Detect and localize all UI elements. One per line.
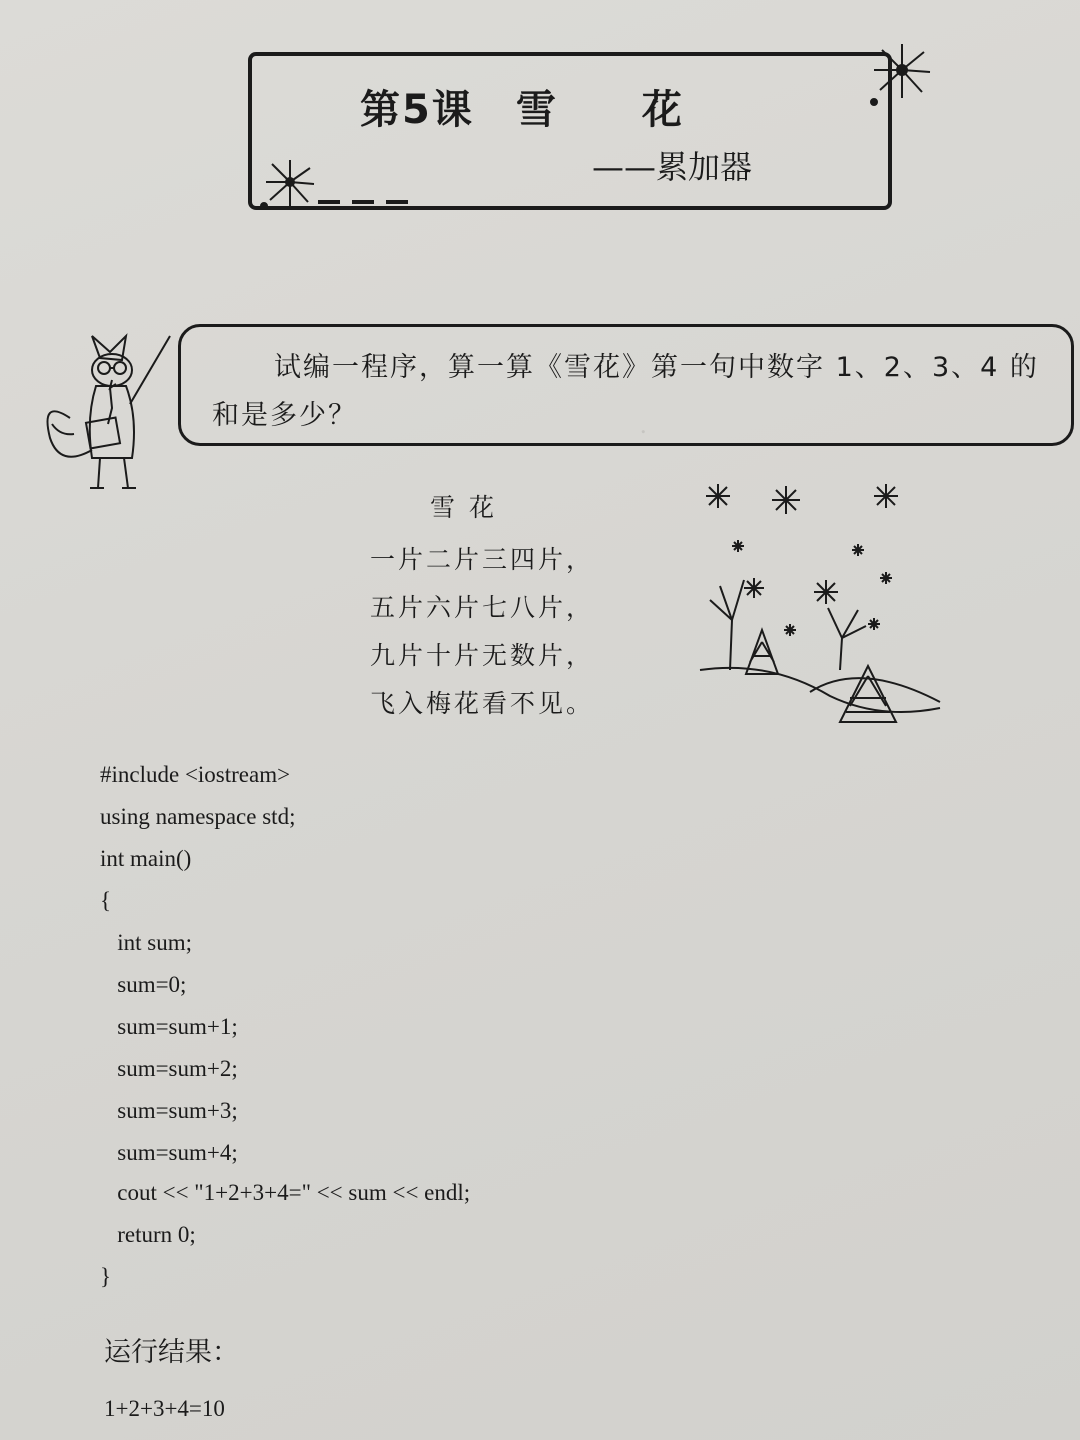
poem-line: 九片十片无数片，: [370, 641, 595, 670]
snowflake-icon: [732, 540, 744, 552]
daisy-flower-icon: [862, 40, 942, 110]
lesson-subtitle: ——累加器: [592, 148, 753, 186]
poem-title: 雪花: [430, 493, 509, 522]
snowflake-icon: [706, 484, 730, 508]
result-value: 1+2+3+4=10: [104, 1396, 225, 1421]
fox-teacher-illustration: [30, 328, 180, 498]
task-prompt: 试编一程序，算一算《雪花》第一句中数字 1、2、3、4 的和是多少？: [212, 352, 1039, 431]
code-line: {: [100, 888, 112, 913]
code-line: cout << "1+2+3+4=" << sum << endl;: [100, 1180, 471, 1205]
code-line: sum=sum+2;: [100, 1056, 238, 1081]
poem-line: 五片六片七八片，: [370, 593, 595, 622]
poem-line: 一片二片三四片，: [370, 545, 595, 574]
code-line: using namespace std;: [100, 804, 296, 829]
snowflake-icon: [814, 580, 838, 604]
code-line: return 0;: [100, 1222, 196, 1247]
code-line: sum=0;: [100, 972, 187, 997]
code-line: int sum;: [100, 930, 193, 955]
winter-trees-illustration: [690, 470, 960, 740]
code-line: int main(): [100, 846, 192, 871]
code-line: sum=sum+4;: [100, 1140, 238, 1165]
poem-line: 飞入梅花看不见。: [370, 689, 595, 718]
code-line: sum=sum+1;: [100, 1014, 238, 1039]
code-line: sum=sum+3;: [100, 1098, 238, 1123]
bleed-through-text: .: [640, 410, 647, 439]
snowflake-icon: [744, 578, 764, 598]
snowflake-icon: [784, 624, 796, 636]
code-line: }: [100, 1264, 112, 1289]
dash-decoration: [318, 198, 418, 206]
daisy-flower-icon: [254, 156, 324, 216]
snowflake-icon: [868, 618, 880, 630]
snowflake-icon: [772, 486, 800, 514]
result-label: 运行结果：: [104, 1337, 239, 1368]
lesson-title: 第5课 雪 花: [360, 87, 684, 133]
snowflake-icon: [880, 572, 892, 584]
code-line: #include <iostream>: [100, 762, 291, 787]
snowflake-icon: [874, 484, 898, 508]
snowflake-icon: [852, 544, 864, 556]
